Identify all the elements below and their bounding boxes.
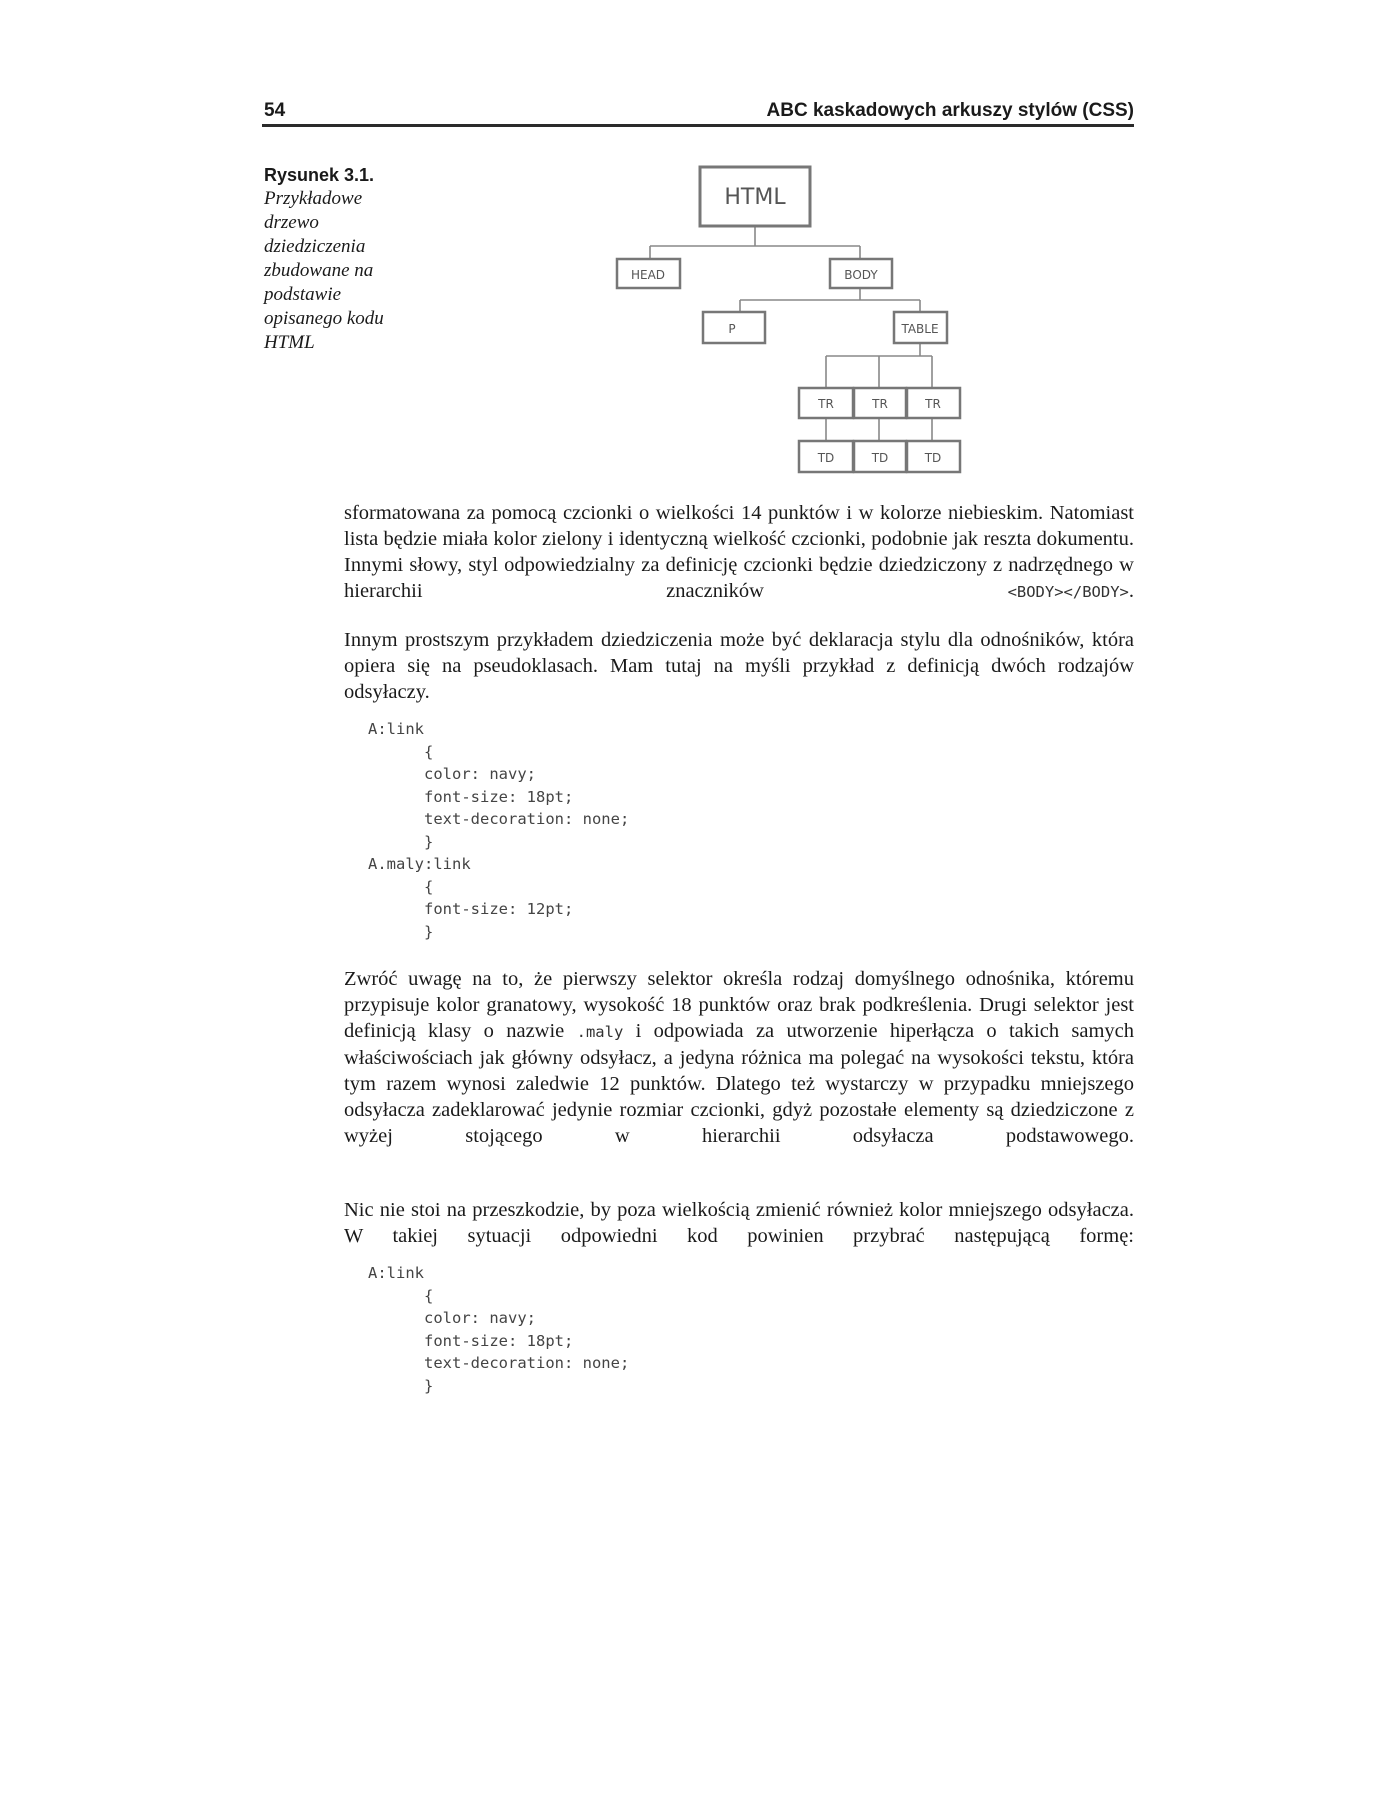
code-line: A:link — [368, 720, 424, 738]
code-line: font-size: 12pt; — [424, 900, 574, 918]
tree-node-body-label: BODY — [844, 268, 878, 282]
tree-node-table-label: TABLE — [901, 322, 939, 336]
paragraph-1-end: . — [1128, 580, 1135, 602]
tree-node-tr-3 — [907, 388, 960, 418]
tree-node-head-label: HEAD — [630, 268, 666, 282]
code-line: font-size: 18pt; — [424, 1331, 574, 1350]
paragraph-2 — [344, 627, 1134, 731]
tree-node-tr-1 — [799, 388, 853, 418]
tree-node-td-2 — [854, 441, 906, 472]
tree-node-p-label: P — [728, 322, 736, 336]
tree-node-tr-1-label: TR — [818, 397, 834, 411]
paragraph-4-text: Nic nie stoi na przeszkodzie, by poza wielkością zmienić również kolor mniejszego odsyłacza. W takiej sytuacji odpowiedni kod powinien przybrać następującą formę: — [344, 1199, 1134, 1247]
paragraph-3-text-a: Zwróć uwagę na to, że pierwszy selektor określa rodzaj domyślnego odnośnika, któremu przypisuje kolor granatowy, wysokość 18 punktów oraz brak podkreślenia. Drugi selektor jest definicją klasy o nazwie — [344, 968, 1134, 1042]
tree-node-td-3 — [907, 441, 960, 472]
code-line: text-decoration: none; — [424, 810, 630, 828]
tree-node-p — [703, 312, 765, 343]
code-line: A.maly:link — [368, 855, 471, 873]
paragraph-1 — [344, 500, 1134, 631]
code-line: } — [424, 922, 434, 941]
tree-node-tr-2 — [854, 388, 906, 418]
book-title: ABC kaskadowych arkuszy stylów (CSS) — [766, 100, 1134, 121]
code-line: { — [424, 1286, 434, 1305]
page-header — [262, 96, 1134, 126]
paragraph-3-text-b: i odpowiada za utworzenie hiperłącza o takich samych właściwościach jak główny odsyłacz, a jedyna różnica ma polegać na wysokości tekstu, która tym razem wynosi zaledwie 12 punktów. Dlatego też wystarczy w przypadku mniejszego odsyłacza zadeklarować jedynie rozmiar czcionki, gdyż pozostałe elementy są dziedziczone z wyżej stojącego w hierarchii odsyłacza podstawowego. — [344, 1020, 1135, 1147]
code-line: font-size: 18pt; — [424, 787, 574, 806]
tree-node-html-label: HTML — [724, 185, 786, 210]
paragraph-2-text: Innym prostszym przykładem dziedziczenia może być deklaracja stylu dla odnośników, która opiera się na pseudoklasach. Mam tutaj na myśli przykład z definicją dwóch rodzajów odsyłaczy. — [344, 629, 1134, 703]
tree-node-head — [617, 259, 680, 288]
inline-code-maly: .maly — [576, 1023, 624, 1041]
tree-node-td-1 — [799, 441, 853, 472]
tree-node-td-3-label: TD — [924, 451, 942, 465]
tree-node-table — [894, 312, 947, 343]
figure-caption — [264, 163, 414, 355]
header-rule — [262, 124, 1134, 127]
tree-node-tr-3-label: TR — [925, 397, 941, 411]
code-line: } — [424, 1376, 434, 1395]
code-block-1 — [368, 718, 629, 943]
paragraph-1-text: sformatowana za pomocą czcionki o wielkości 14 punktów i w kolorze niebieskim. Natomiast lista będzie miała kolor zielony i identyczną wielkość czcionki, podobnie jak reszta dokumentu. Innymi słowy, styl odpowiedzialny za definicję czcionki będzie dziedziczony z nadrzędnego w hierarchii znaczników — [344, 502, 1134, 602]
figure-label: Rysunek 3.1. — [264, 165, 375, 185]
code-line: { — [424, 742, 434, 761]
code-line: text-decoration: none; — [424, 1354, 630, 1372]
code-line: { — [424, 877, 434, 896]
paragraph-3 — [344, 966, 1134, 1175]
inline-code-body-tag: <BODY></BODY> — [1007, 583, 1129, 601]
tree-node-body — [830, 259, 892, 288]
code-block-2 — [368, 1262, 629, 1397]
tree-node-td-2-label: TD — [871, 451, 889, 465]
figure-caption-text: Przykładowe drzewo dziedziczenia zbudowane na podstawie opisanego kodu HTML — [264, 188, 384, 353]
tree-node-tr-2-label: TR — [872, 397, 888, 411]
tree-node-html — [700, 167, 810, 226]
code-line: color: navy; — [424, 1309, 536, 1327]
code-line: color: navy; — [424, 765, 536, 783]
page-number: 54 — [264, 100, 286, 121]
tree-node-td-1-label: TD — [817, 451, 835, 465]
inheritance-tree-diagram — [610, 160, 970, 480]
code-line: A:link — [368, 1264, 424, 1282]
code-line: } — [424, 832, 434, 851]
